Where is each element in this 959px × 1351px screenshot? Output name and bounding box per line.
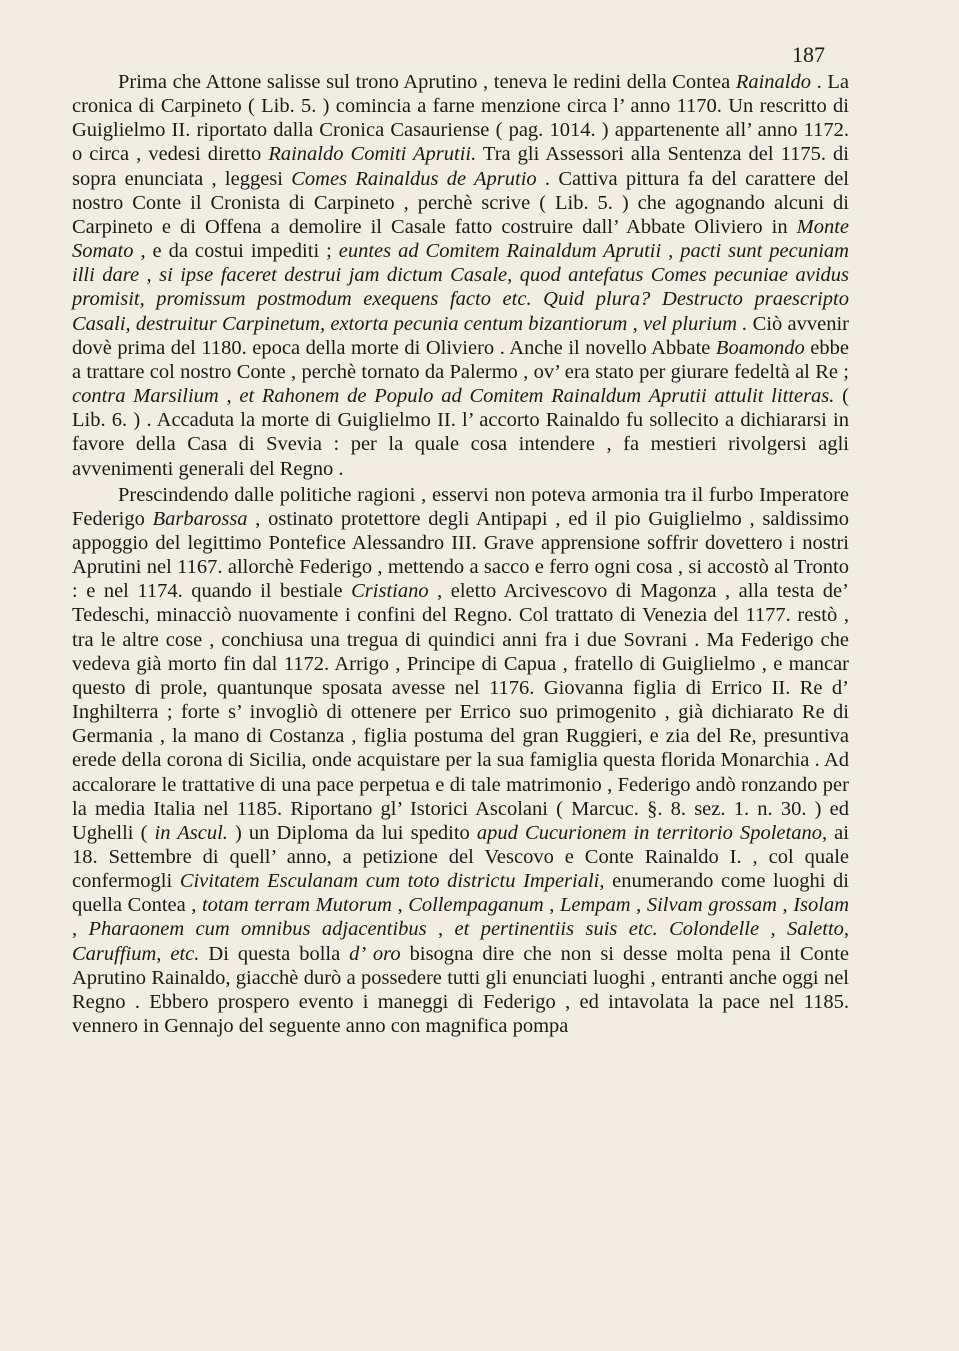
italic-run: contra Marsilium , et Rahonem de Populo ad Comitem Rainaldum Aprutii attulit litteras. <box>72 385 835 408</box>
italic-run: in Ascul. <box>154 821 228 844</box>
text-run: , <box>759 918 787 941</box>
text-run: . Cattiva pittura fa del carattere del nostro Conte il Cronista di Carpineto , perchè scrive ( Lib. 5. ) che agognando alcuni di Carpineto e di Offena a demolire il Casale fatto costruire dall’ Abbate Oliviero in <box>72 167 849 238</box>
italic-run: euntes ad Comitem Rainaldum Aprutii , pacti sunt pecuniam illi dare , si ipse faceret destrui jam dictum Casale, quod antefatus Comes pecuniae avidus promisit, promissum postmodum exequens facto etc. Quid plura? Destructo praescripto Casali, destruitur Carpinetum, extorta pecunia centum bizantiorum , vel plurium . <box>72 240 849 335</box>
italic-run: Pharaonem cum omnibus adjacentibus <box>88 918 427 941</box>
text-run: Di questa bolla <box>199 942 350 965</box>
italic-run: Rainaldo <box>735 71 812 93</box>
italic-run: Comes Rainaldus de Aprutio <box>291 167 537 190</box>
paragraph <box>72 483 849 1039</box>
italic-run: etc. <box>170 942 200 965</box>
italic-run: Caruffium <box>72 942 157 965</box>
body-text <box>72 70 849 1038</box>
italic-run: Civitatem Esculanam cum toto districtu Imperiali <box>179 870 600 893</box>
italic-run: totam terram Mutorum <box>201 894 392 917</box>
italic-run: Saletto <box>786 918 844 941</box>
text-run: , <box>776 894 794 917</box>
italic-run: Boamondo <box>715 336 805 359</box>
text-run: Tra gli Assessori alla Sentenza del 1175. di sopra enunciata , leggesi <box>72 143 849 190</box>
italic-run: Lempam <box>559 894 631 917</box>
text-run: . La cronica di Carpineto ( Lib. 5. ) comincia a farne menzione circa l’ anno 1170. Un rescritto di Guiglielmo II. riportato dalla Cronica Casauriense ( pag. 1014. ) appartenente all’ anno 1172. o circa , vedesi diretto <box>72 71 849 166</box>
text-run: , <box>156 942 171 965</box>
text-run: Prima che Attone salisse sul trono Aprutino , teneva le redini della Contea <box>118 71 736 93</box>
paragraph <box>72 70 849 481</box>
text-run: , ai 18. Settembre di quell’ anno, a petizione del Vescovo e Conte Rainaldo I. , col quale confermogli <box>72 821 849 893</box>
text-run: , e da costui impediti ; <box>133 240 339 263</box>
text-run: Ciò avvenir dovè prima del 1180. epoca della morte di Oliviero . Anche il novello Abbate <box>72 312 849 359</box>
italic-run: Rainaldo Comiti Aprutii. <box>268 143 477 166</box>
text-run: , <box>843 918 850 941</box>
text-run: , <box>543 894 560 917</box>
text-run: ( Lib. 6. ) . Accaduta la morte di Guiglielmo II. l’ accorto Rainaldo fu sollecito a dichiararsi in favore della Casa di Svevia : per la quale cosa intendere , fa mestieri rivolgersi agli avvenimenti generali del Regno . <box>72 385 849 480</box>
text-run: , eletto Arcivescovo di Magonza , alla testa de’ Tedeschi, minacciò nuovamente i confini del Regno. Col trattato di Venezia del 1177. restò , tra le altre cose , conchiusa una tregua di quindici anni fra i due Sovrani . Ma Federigo che vedeva già morto fin dal 1172. Arrigo , Principe di Capua , fratello di Guiglielmo , e mancar questo di prole, quantunque sposata avesse nel 1176. Giovanna figlia di Errico II. Re d’ Inghilterra ; forte s’ invogliò di ottenere per Errico suo primogenito , già dichiarato Re di Germania , la mano di Costanza , figlia postuma del gran Ruggieri, e zia del Re, presuntiva erede della corona di Sicilia, onde acquistare per la sua famiglia questa florida Monarchia . Ad accalorare le trattative di una pace perpetua e di tale matrimonio , Federigo andò ronzando per la media Italia nel 1185. Riportano gl’ Istorici Ascolani ( Marcuc. §. 8. sez. 1. n. 30. ) ed Ughelli ( <box>72 580 849 844</box>
italic-run: Collempaganum <box>408 894 544 917</box>
italic-run: et pertinentiis suis etc. Colondelle <box>454 918 760 941</box>
italic-run: Monte Somato <box>72 215 849 263</box>
italic-run: Cristiano <box>351 580 429 603</box>
italic-run: Isolam <box>793 894 850 917</box>
text-run: , <box>72 918 89 941</box>
text-run: , <box>391 894 409 917</box>
page-number: 187 <box>792 42 825 67</box>
italic-run: apud Cucurionem in territorio Spoletano <box>476 821 822 844</box>
text-run: , ostinato protettore degli Antipapi , ed il pio Guiglielmo , saldissimo appoggio del legittimo Pontefice Alessandro III. Grave apprensione soffrir dovettero i nostri Aprutini nel 1167. allorchè Federigo , mettendo a sacco e ferro ogni cosa , si accostò al Tronto : e nel 1174. quando il bestiale <box>72 507 849 603</box>
italic-run: d’ oro <box>349 942 401 965</box>
text-run: bisogna dire che non si desse molta pena il Conte Aprutino Rainaldo, giacchè durò a possedere tutti gli enunciati luoghi , entranti anche oggi nel Regno . Ebbero prospero evento i maneggi di Federigo , ed intavolata la pace nel 1185. vennero in Gennajo del seguente anno con magnifica pompa <box>72 942 849 1038</box>
text-run: ebbe a trattare col nostro Conte , perchè tornato da Palermo , ov’ era stato per giurare fedeltà al Re ; <box>72 336 849 383</box>
text-run: , <box>630 894 647 917</box>
italic-run: Silvam grossam <box>646 894 777 917</box>
text-run: Prescindendo dalle politiche ragioni , esservi non poteva armonia tra il furbo Imperatore Federigo <box>72 483 849 530</box>
text-run: ) un Diploma da lui spedito <box>227 821 477 844</box>
italic-run: Barbarossa <box>152 507 248 530</box>
text-run: , <box>426 918 455 941</box>
text-run: , enumerando come luoghi di quella Contea , <box>72 870 849 917</box>
